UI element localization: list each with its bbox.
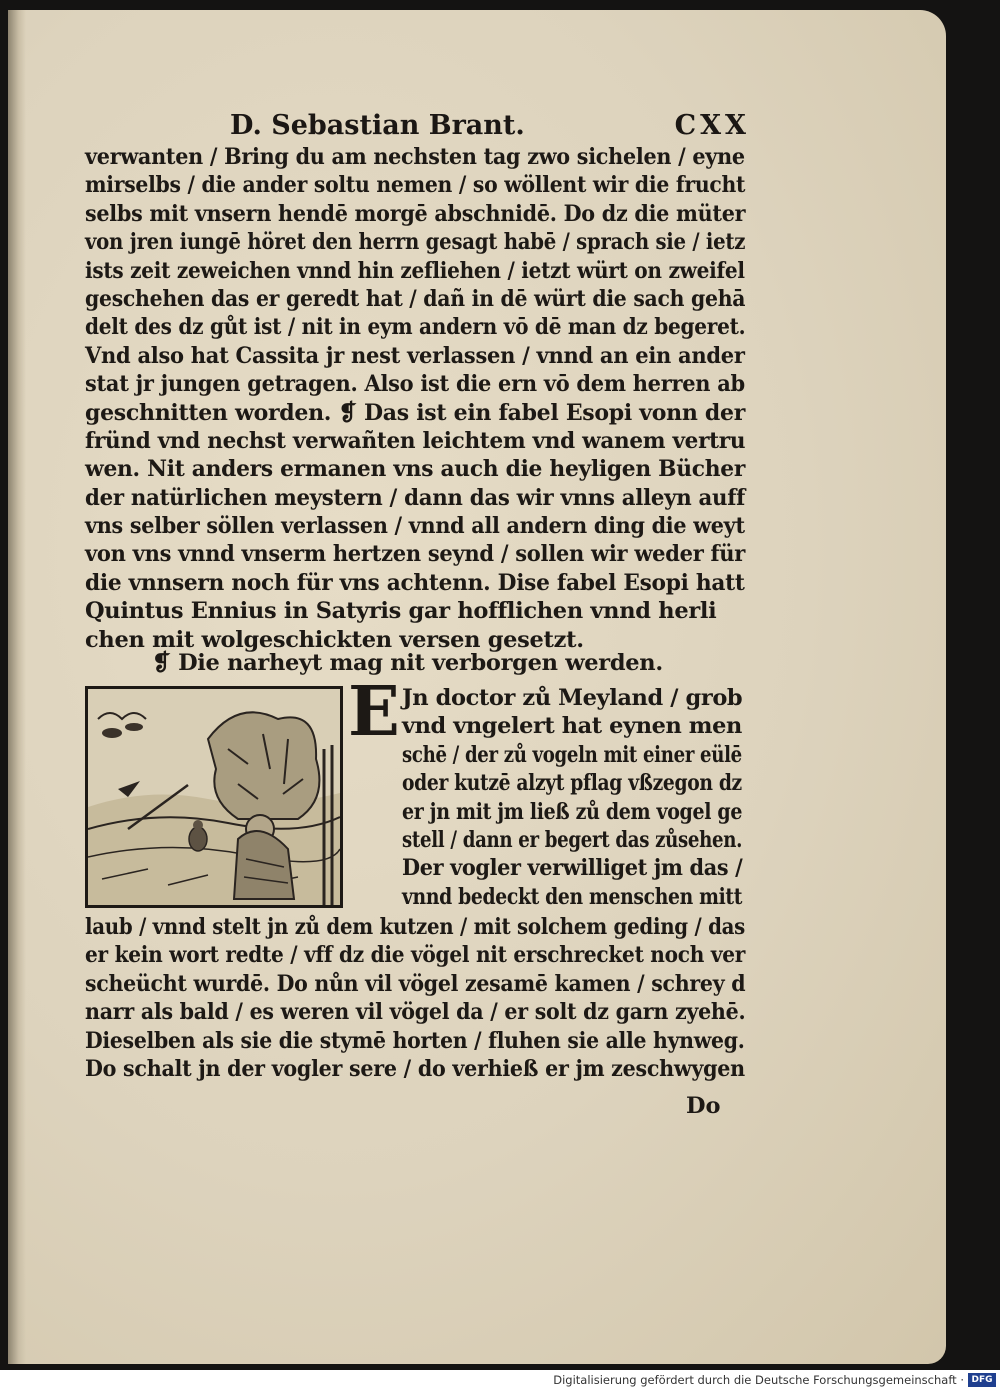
text-line: geschehen das er geredt hat / dañ in dē würt die sach gehā	[85, 285, 746, 312]
text-line: die vnnsern noch für vns achtenn. Dise fabel Esopi hatt	[85, 569, 745, 596]
side-text	[402, 685, 742, 912]
text-line: Vnd also hat Cassita jr nest verlassen / vnnd an ein ander	[85, 342, 745, 369]
page-gutter-shadow	[8, 10, 26, 1364]
text-line: delt des dz gůt ist / nit in eym andern vō dē man dz begeret.	[85, 314, 746, 341]
text-line: Der vogler verwilliget jm das /	[402, 855, 743, 882]
text-line: von jren iungē höret den herrn gesagt habē / sprach sie / ietz	[85, 229, 746, 256]
footer-bar	[0, 1370, 1000, 1391]
text-line: der natürlichen meystern / dann das wir vnns alleyn auff	[85, 484, 745, 511]
drop-cap: E	[348, 672, 400, 752]
lower-text	[85, 914, 745, 1084]
text-line: chen mit wolgeschickten versen gesetzt.	[85, 626, 584, 653]
text-line: wen. Nit anders ermanen vns auch die heyligen Bücher	[85, 456, 746, 483]
text-line: er jn mit jm ließ zů dem vogel ge	[402, 798, 743, 825]
catchword: Do	[686, 1093, 721, 1119]
text-line: Do schalt jn der vogler sere / do verhieß er jm zeschwygen	[85, 1055, 745, 1082]
woodcut-illustration-drawing	[88, 689, 340, 905]
text-line: er kein wort redte / vff dz die vögel nit erschrecket noch ver	[85, 942, 746, 969]
text-line: stell / dann er begert das zůsehen.	[402, 826, 743, 853]
text-line: geschnitten worden. ❡ Das ist ein fabel Esopi vonn der	[85, 399, 746, 426]
text-line: laub / vnnd stelt jn zů dem kutzen / mit solchem geding / das	[85, 914, 746, 940]
text-line: vns selber söllen verlassen / vnnd all andern ding die weyt	[85, 513, 745, 540]
woodcut-illustration-icon	[85, 686, 343, 908]
body-text	[85, 143, 745, 654]
section-heading: ❡ Die narheyt mag nit verborgen werden.	[152, 650, 663, 676]
text-line: vnnd bedeckt den menschen mitt	[402, 883, 743, 910]
folio-number: CXX	[674, 110, 750, 141]
text-line: oder kutzē alzyt pflag vßzegon dz	[402, 770, 742, 797]
text-line: schē / der zů vogeln mit einer eülē	[402, 741, 742, 768]
text-line: selbs mit vnsern hendē morgē abschnidē. Do dz die müter	[85, 200, 746, 227]
text-line: narr als bald / es weren vil vögel da / er solt dz garn zyehē.	[85, 999, 746, 1026]
text-line: Jn doctor zů Meyland / grob	[402, 685, 743, 711]
text-line: vnd vngelert hat eynen men	[402, 713, 742, 740]
text-line: Quintus Ennius in Satyris gar hofflichen vnnd herli	[85, 598, 717, 625]
text-line: ists zeit zeweichen vnnd hin zefliehen / ietzt würt on zweifel	[85, 257, 745, 284]
text-line: scheücht wurdē. Do nůn vil vögel zesamē kamen / schrey d	[85, 970, 746, 997]
text-line: fründ vnd nechst verwañten leichtem vnd wanem vertru	[85, 427, 746, 454]
dfg-logo-icon[interactable]: DFG	[968, 1373, 996, 1387]
running-title: D. Sebastian Brant.	[230, 110, 525, 141]
text-line: verwanten / Bring du am nechsten tag zwo sichelen / eyne	[85, 144, 745, 170]
text-line: von vns vnnd vnserm hertzen seynd / sollen wir weder für	[85, 541, 746, 568]
text-line: stat jr jungen getragen. Also ist die ern vō dem herren ab	[85, 371, 745, 398]
text-line: Dieselben als sie die stymē horten / fluhen sie alle hynweg.	[85, 1027, 745, 1054]
funding-credit: Digitalisierung gefördert durch die Deutsche Forschungsgemeinschaft ·	[553, 1373, 964, 1387]
text-line: mirselbs / die ander soltu nemen / so wöllent wir die frucht	[85, 172, 746, 199]
